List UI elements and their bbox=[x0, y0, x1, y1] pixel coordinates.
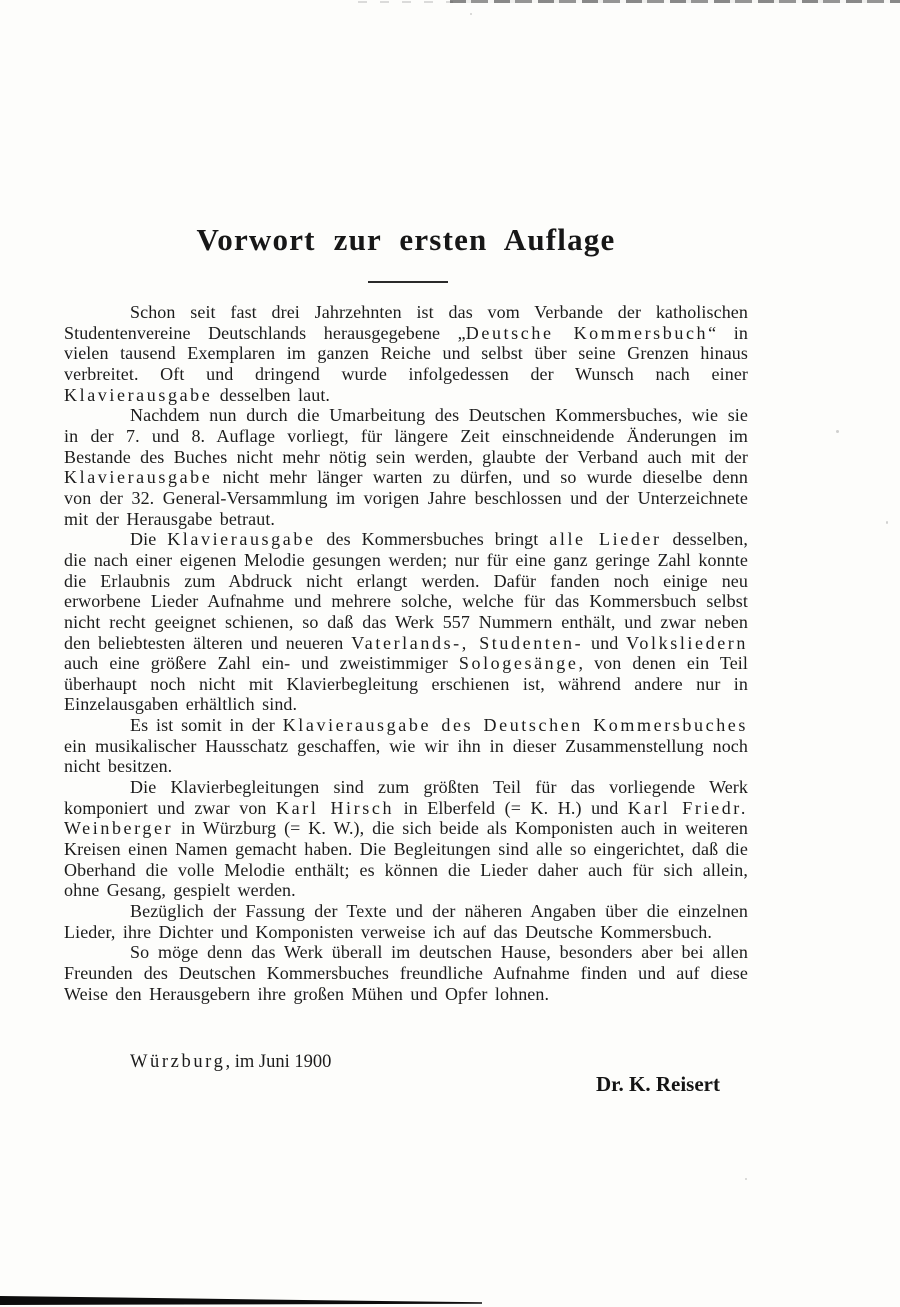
dateline bbox=[64, 1052, 748, 1073]
text-run: auch eine größere Zahl ein- und zweistimmiger bbox=[64, 653, 459, 674]
text-run: “ in vielen tausend Exemplaren im ganzen Reiche und selbst über seine Grenzen hinaus verbreitet. Oft und dringend wurde infolgedessen der Wunsch nach einer bbox=[64, 322, 748, 384]
text-run: nicht mehr länger warten zu dürfen, und so wurde dieselbe denn von der 32. General-Versammlung im vorigen Jahre beschlossen und der Unterzeichnete mit der Herausgabe betraut. bbox=[64, 467, 748, 529]
scan-speck bbox=[470, 13, 472, 15]
text-run: Schon seit fast drei Jahrzehnten ist das vom Verbande der katholischen Studentenvereine Deutschlands herausgegebene „ bbox=[64, 302, 748, 343]
emphasized-text-run: Karl Friedr. Weinberger bbox=[64, 797, 748, 839]
text-run: Bezüglich der Fassung der Texte und der näheren Angaben über die einzelnen Lieder, ihre Dichter und Komponisten verweise ich auf das Deutsche Kommersbuch. bbox=[64, 901, 748, 942]
emphasized-text-run: Sologesänge bbox=[458, 653, 579, 674]
signature: Dr. K. Reisert bbox=[595, 1072, 720, 1096]
text-run: des Kommersbuches bringt bbox=[315, 529, 550, 550]
scan-artifact-top-edge bbox=[450, 0, 900, 3]
text-run: in Würzburg (= K. W.), die sich beide als Komponisten auch in weiteren Kreisen einen Namen gemacht haben. Die Begleitungen sind alle so eingerichtet, daß die Oberhand die volle Melodie enthält; es können die Lieder daher auch für sich allein, ohne Gesang, gespielt werden. bbox=[64, 818, 748, 901]
text-run: Es ist somit in der bbox=[130, 715, 283, 736]
text-run: Die Klavierbegleitungen sind zum größten Teil für das vorliegende Werk komponiert und zwar von bbox=[64, 777, 748, 818]
emphasized-text-run: Vaterlands-, Studenten- bbox=[351, 632, 584, 653]
text-run: in Elberfeld (= K. H.) und bbox=[394, 797, 628, 818]
text-run: , von denen ein Teil überhaupt noch nicht mit Klavierbegleitung erschienen ist, während andere nur in Einzelausgaben erhältlich sind. bbox=[64, 653, 748, 715]
text-run: Nachdem nun durch die Umarbeitung des Deutschen Kommersbuches, wie sie in der 7. und 8. Auflage vorliegt, für längere Zeit einschneidende Änderungen im Bestande des Buches nicht mehr nötig sein werden, glaubte der Verband auch mit der bbox=[64, 405, 748, 467]
emphasized-text-run: Deutsche Kommersbuch bbox=[465, 322, 709, 343]
page-title: Vorwort zur ersten Auflage bbox=[196, 222, 616, 257]
scan-speck bbox=[886, 521, 888, 524]
paragraph bbox=[64, 715, 748, 777]
emphasized-text-run: Klavierausgabe bbox=[167, 529, 316, 550]
emphasized-text-run: Karl Hirsch bbox=[276, 797, 395, 818]
emphasized-text-run: Würzburg bbox=[130, 1052, 226, 1072]
preface-body bbox=[64, 302, 748, 1004]
text-run: , im Juni 1900 bbox=[225, 1052, 332, 1072]
scan-speck bbox=[745, 1178, 747, 1180]
emphasized-text-run: Volksliedern bbox=[626, 632, 748, 653]
paragraph bbox=[64, 405, 748, 529]
text-run: und bbox=[583, 632, 627, 653]
paragraph bbox=[64, 529, 748, 715]
emphasized-text-run: Klavierausgabe bbox=[64, 467, 213, 488]
scan-speck bbox=[836, 430, 839, 433]
text-run: desselben laut. bbox=[212, 384, 331, 405]
text-run: ein musikalischer Hausschatz geschaffen, wie wir ihn in dieser Zusammenstellung noch nicht besitzen. bbox=[64, 735, 748, 777]
emphasized-text-run: alle Lieder bbox=[549, 529, 662, 550]
paragraph bbox=[64, 901, 748, 942]
text-run: Die bbox=[130, 529, 168, 550]
emphasized-text-run: Klavierausgabe bbox=[64, 384, 213, 405]
text-run: desselben, die nach einer eigenen Melodie gesungen werden; nur für eine ganz geringe Zahl konnte die Erlaubnis zum Abdruck nicht erlangt werden. Dafür fanden noch einige neu erworbene Lieder Aufnahme und mehrere solche, welche für das Kommersbuch selbst nicht recht geeignet schienen, so daß das Werk 557 Nummern enthält, und zwar neben den beliebtesten älteren und neueren bbox=[64, 529, 748, 653]
paragraph bbox=[64, 942, 748, 1004]
scan-artifact-top-edge-faint bbox=[358, 1, 453, 3]
text-run: So möge denn das Werk überall im deutschen Hause, besonders aber bei allen Freunden des Deutschen Kommersbuches freundliche Aufnahme finden und auf diese Weise den Herausgebern ihre großen Mühen und Opfer lohnen. bbox=[64, 942, 748, 1004]
paragraph bbox=[64, 302, 748, 405]
paragraph bbox=[64, 777, 748, 901]
emphasized-text-run: Klavierausgabe des Deutschen Kommersbuches bbox=[282, 715, 748, 736]
title-divider bbox=[368, 281, 448, 283]
scan-artifact-bottom-edge bbox=[0, 1296, 482, 1305]
